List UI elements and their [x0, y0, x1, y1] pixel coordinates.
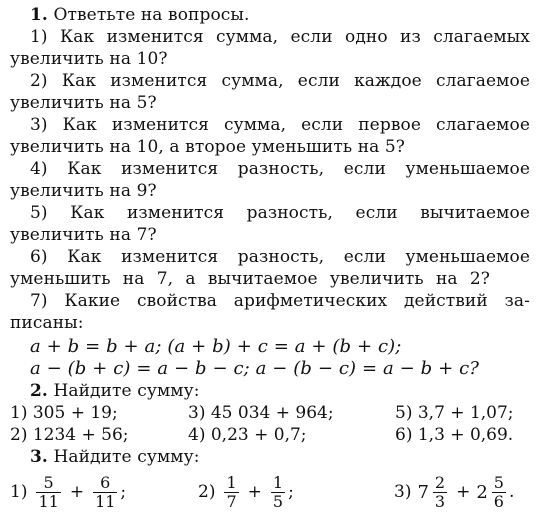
q3-line2: увеличить на 10, а второе уменьшить на 5?	[10, 137, 406, 157]
fraction-1-5: $\frac{1}{5}$	[272, 472, 284, 511]
task1-heading	[30, 4, 250, 26]
task3-item-1-label: 1)	[10, 482, 28, 502]
plus-sign: +	[456, 482, 471, 502]
task2-item-6: 6) 1,3 + 0,69.	[395, 425, 514, 445]
task3-item-3: 3) 7 $\frac{2}{3}$ + 2 $\frac{5}{6}$ .	[394, 472, 515, 511]
mixed-whole-7: 7	[417, 481, 429, 503]
task2-item-2: 2) 1234 + 56;	[10, 425, 129, 445]
task2-item-4: 4) 0,23 + 0,7;	[188, 425, 307, 445]
q2-line1: 2) Как изменится сумма, если каждое слагаемое	[30, 71, 530, 91]
task3-heading	[30, 446, 200, 468]
q4-line1: 4) Как изменится разность, если уменьшаемое	[30, 159, 530, 179]
formula-line2: a − (b + c) = a − b − c; a − (b − c) = a − b + c?	[30, 358, 480, 379]
formula-line1: a + b = b + a; (a + b) + c = a + (b + c);	[30, 336, 402, 357]
task3-number: 3.	[30, 447, 48, 467]
q7-line1: 7) Какие свойства арифметических действий за-	[30, 291, 530, 311]
task3-item-2-label: 2)	[198, 482, 216, 502]
task3-fractions-row	[10, 466, 535, 518]
fraction-2-3: $\frac{2}{3}$	[434, 472, 446, 511]
task3-item-1: 1) $\frac{5}{11}$ + $\frac{6}{11}$ ;	[10, 472, 127, 511]
q6-line1: 6) Как изменится разность, если уменьшаемое	[30, 247, 530, 267]
q6-line2: уменьшить на 7, а вычитаемое увеличить на 2?	[10, 269, 490, 289]
q4-line2: увеличить на 9?	[10, 181, 157, 201]
task2-item-5: 5) 3,7 + 1,07;	[395, 403, 514, 423]
fraction-5-11: $\frac{5}{11}$	[38, 472, 59, 511]
q1-line2: увеличить на 10?	[10, 49, 168, 69]
task3-title: Найдите сумму:	[53, 447, 200, 467]
fraction-6-11: $\frac{6}{11}$	[95, 472, 116, 511]
q3-line1: 3) Как изменится сумма, если первое слагаемое	[30, 115, 530, 135]
task2-heading	[30, 380, 200, 402]
q5-line2: увеличить на 7?	[10, 225, 157, 245]
task2-item-3: 3) 45 034 + 964;	[188, 403, 334, 423]
q5-line1: 5) Как изменится разность, если вычитаемое	[30, 203, 530, 223]
fraction-5-6: $\frac{5}{6}$	[493, 472, 504, 511]
plus-sign: +	[247, 482, 262, 502]
plus-sign: +	[69, 482, 85, 502]
fraction-1-7: $\frac{1}{7}$	[226, 472, 237, 511]
task2-item-1: 1) 305 + 19;	[10, 403, 118, 423]
task1-title: Ответьте на вопросы.	[53, 5, 250, 25]
task2-number: 2.	[30, 381, 48, 401]
task1-number: 1.	[30, 5, 48, 25]
task3-item-3-label: 3)	[394, 482, 412, 502]
mixed-whole-2: 2	[476, 481, 488, 503]
task2-title: Найдите сумму:	[53, 381, 200, 401]
task3-item-2: 2) $\frac{1}{7}$ + $\frac{1}{5}$ ;	[198, 472, 294, 511]
q2-line2: увеличить на 5?	[10, 93, 157, 113]
q1-line1: 1) Как изменится сумма, если одно из слагаемых	[30, 27, 530, 47]
q7-line2: писаны:	[10, 313, 84, 333]
